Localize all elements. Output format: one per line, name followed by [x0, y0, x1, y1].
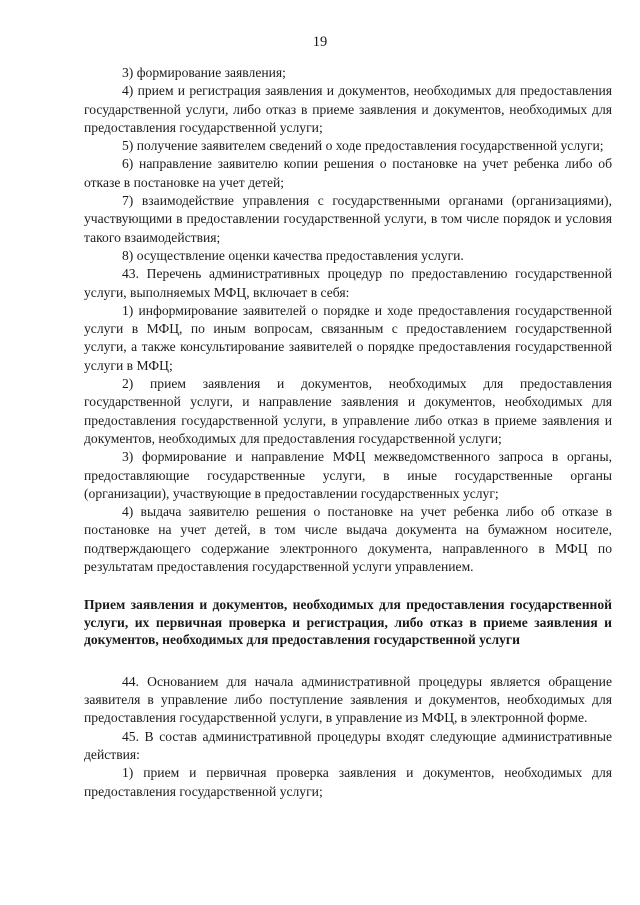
list-item: 3) формирование заявления;	[122, 65, 286, 80]
clause-43: 43. Перечень административных процедур по предоставлению государственной услуги, выполняемых МФЦ, включает в себя:	[84, 266, 612, 300]
list-item: 3) формирование и направление МФЦ межведомственного запроса в органы, предоставляющие государственные услуги, в иные государственные органы (организации), участвующие в предоставлении государственных услуг;	[84, 449, 612, 501]
list-item: 1) информирование заявителей о порядке и ходе предоставления государственной услуги в МФЦ, по иным вопросам, связанным с предоставлением государственной услуги, а также консультирование заявителей о порядке предоставления государственной услуги в МФЦ;	[84, 302, 612, 373]
clause-45: 45. В состав административной процедуры входят следующие административные действия:	[84, 728, 612, 762]
list-item: 8) осуществление оценки качества предоставления услуги.	[122, 247, 464, 263]
clause-44: 44. Основанием для начала административной процедуры является обращение заявителя в управление либо поступление заявления и документов, необходимых для предоставления государственной услуги, в управление из МФЦ, в электронной форме.	[84, 673, 612, 726]
document-body	[84, 64, 612, 801]
list-item: 4) прием и регистрация заявления и документов, необходимых для предоставления государственной услуги, либо отказ в приеме заявления и документов, необходимых для предоставления государственной услуги;	[84, 83, 612, 135]
page-number: 19	[312, 34, 328, 50]
list-item: 1) прием и первичная проверка заявления и документов, необходимых для предоставления государственной услуги;	[84, 765, 612, 799]
list-item: 2) прием заявления и документов, необходимых для предоставления государственной услуги, и направление заявления и документов, необходимых для предоставления государственной услуги, в управление либо отказ в приеме заявления и документов, необходимых для предоставления государственной услуги;	[84, 376, 612, 446]
list-item: 4) выдача заявителю решения о постановке на учет ребенка либо об отказе в постановке на учет детей, в том числе выдача документа на бумажном носителе, подтверждающего содержание электронного документа, направленного в МФЦ по результатам предоставления государственной услуги управлением.	[84, 504, 612, 575]
list-item: 7) взаимодействие управления с государственными органами (организациями), участвующими в предоставлении государственной услуги, в том числе порядок и условия такого взаимодействия;	[84, 193, 612, 245]
list-item: 5) получение заявителем сведений о ходе предоставления государственной услуги;	[122, 138, 604, 154]
section-heading: Прием заявления и документов, необходимых для предоставления государственной услуги, их первичная проверка и регистрация, либо отказ в приеме заявления и документов, необходимых для предоставления государственной услуги	[84, 597, 612, 648]
list-item: 6) направление заявителю копии решения о постановке на учет ребенка либо об отказе в постановке на учет детей;	[84, 156, 612, 190]
